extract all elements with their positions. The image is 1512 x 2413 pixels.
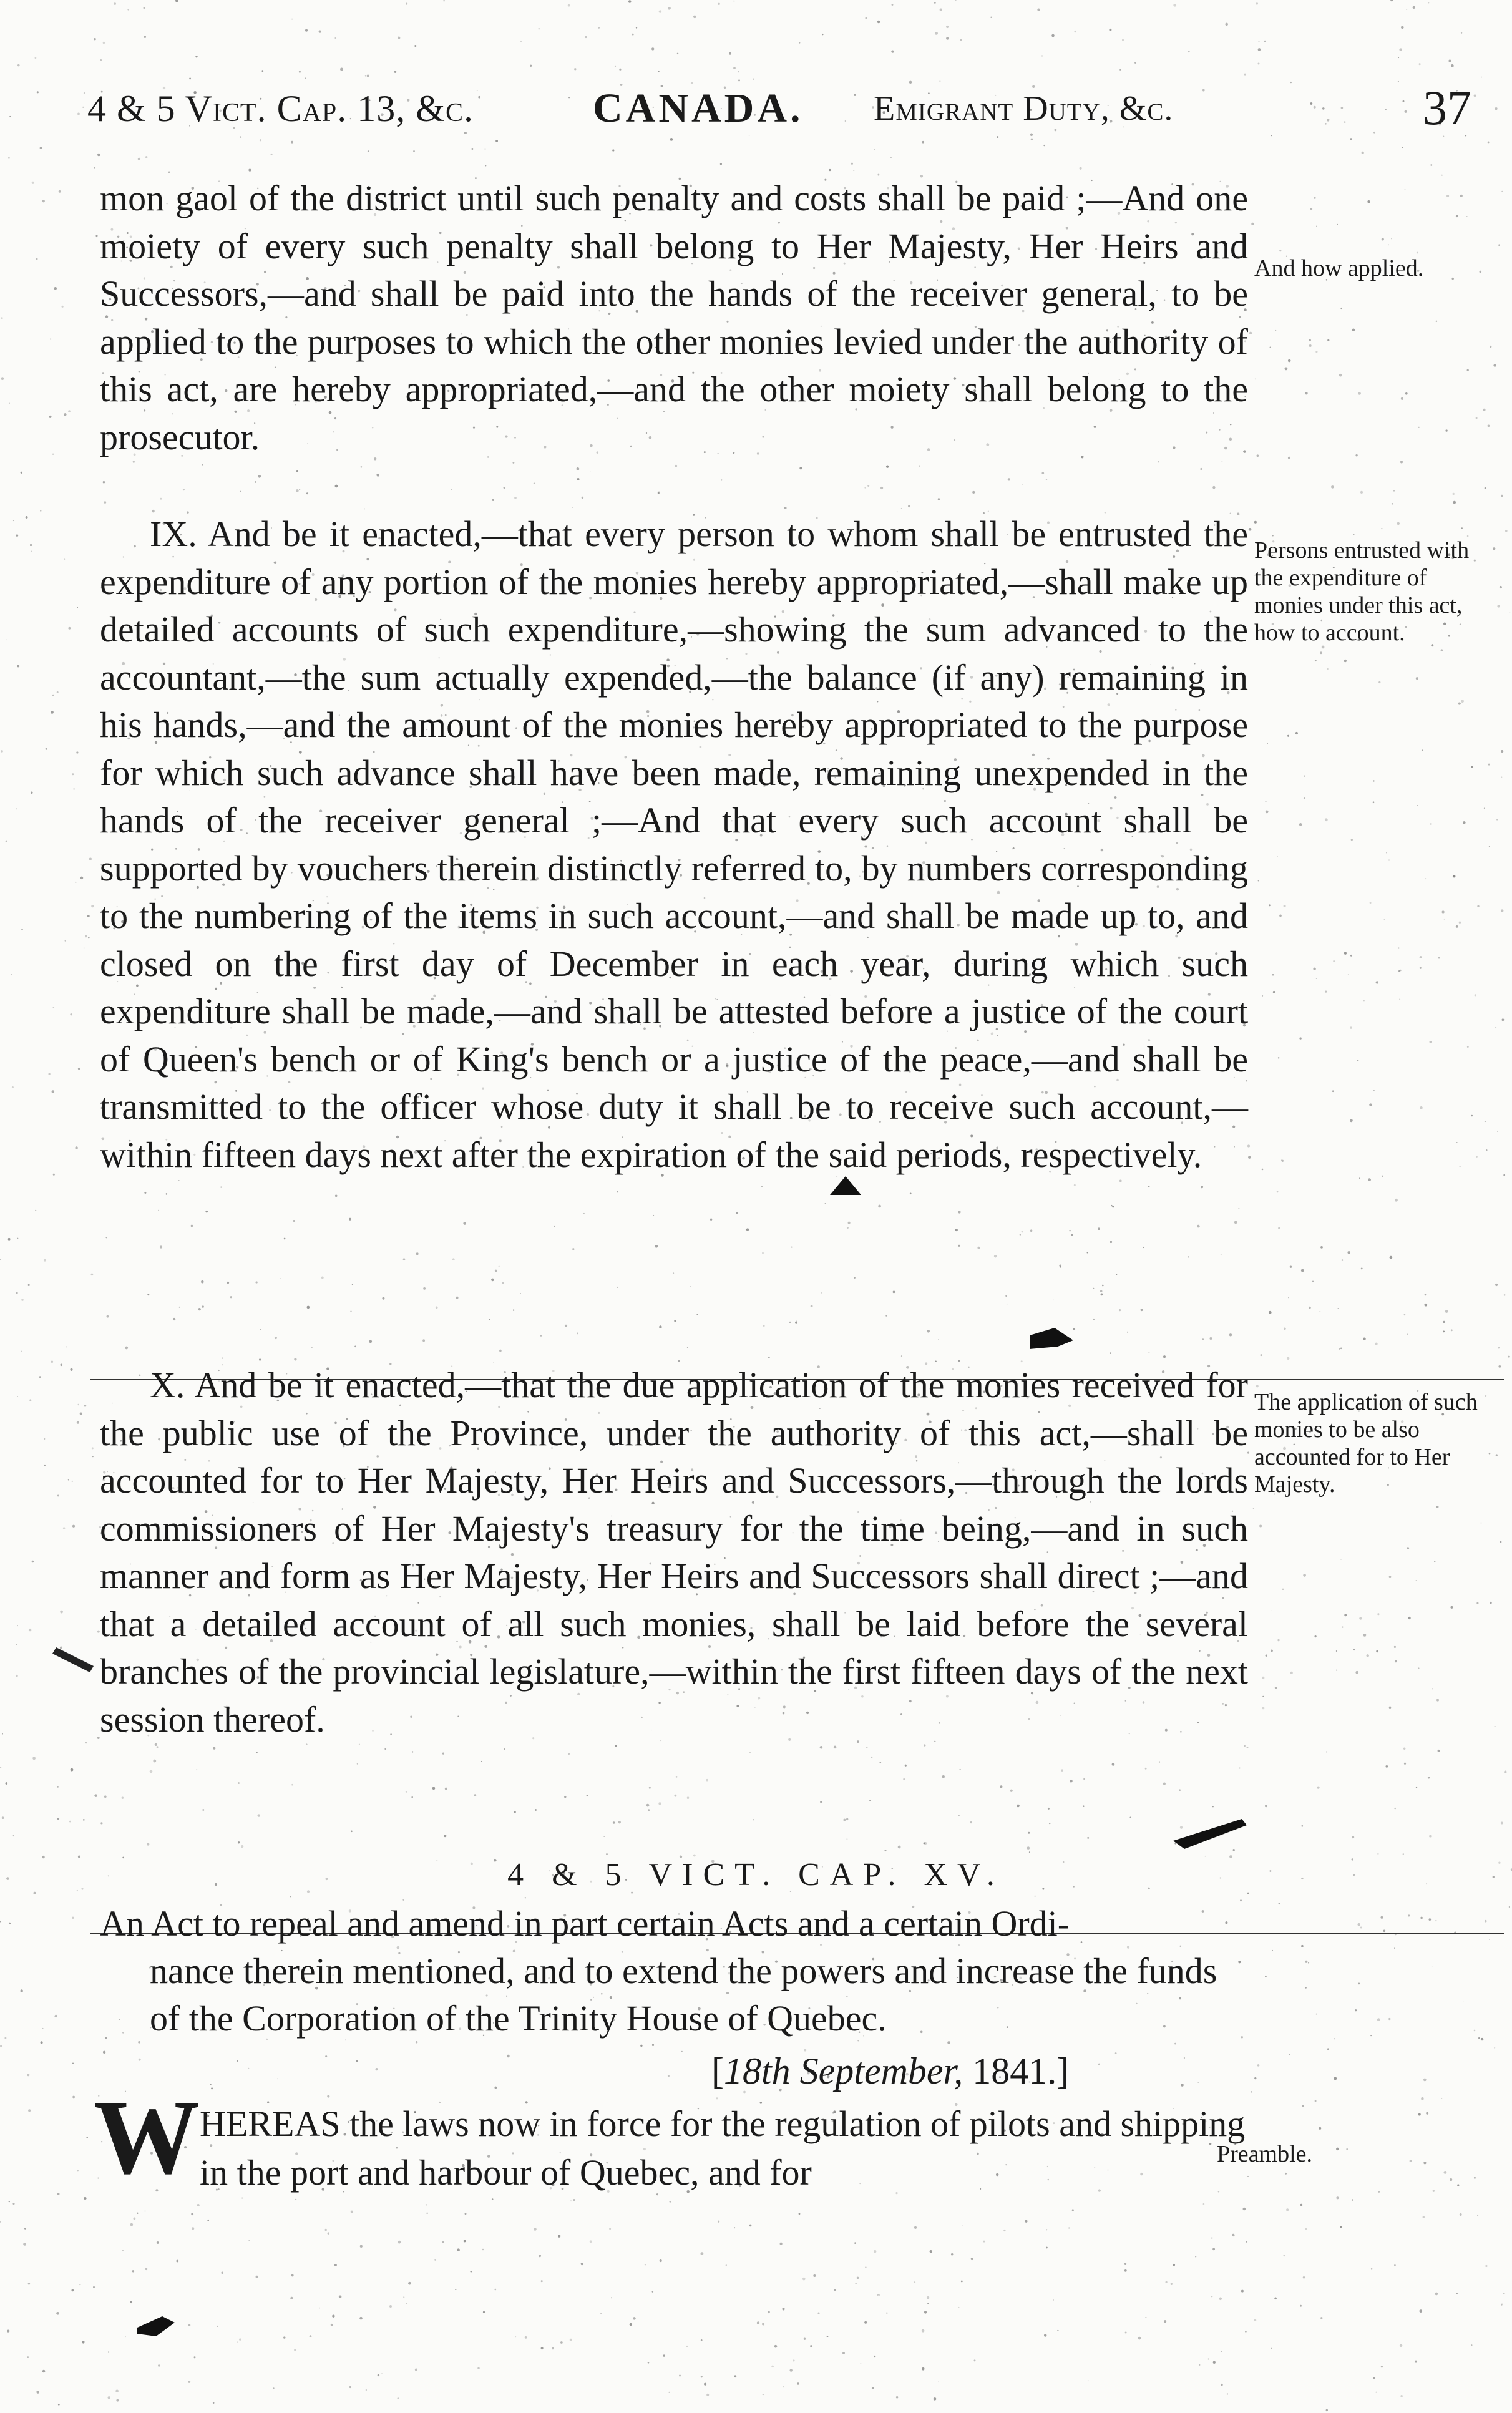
preamble-paragraph: HEREAS the laws now in force for the regulation of pilots and shipping in the port and harbour of Quebec, and for	[200, 2103, 1246, 2193]
running-head-right: Emigrant Duty, &c.	[874, 89, 1174, 128]
drop-cap: W	[94, 2079, 200, 2196]
page-number: 37	[1423, 80, 1471, 135]
act-date-italic: 18th September,	[723, 2050, 963, 2092]
section-x-paragraph: X. And be it enacted,—that the due application of the monies received for the public use of the Province, under the authority of this act,—shall be accounted for to Her Majesty, Her Heirs and Successors,—through the lords commissioners of Her Majesty's treasury for the time being,—and in such manner and form as Her Majesty, Her Heirs and Successors shall direct ;—and that a detailed account of all such monies, shall be laid before the several branches of the provincial legislature,—within the first fifteen days of the next session thereof.	[100, 1365, 1248, 1740]
margin-note-preamble: Preamble.	[1217, 2141, 1313, 2167]
act-title-first-line: An Act to repeal and amend in part certain Acts and a certain Ordi-	[100, 1903, 1070, 1944]
act-date-close: 1841.]	[963, 2050, 1070, 2092]
margin-note-how-applied: And how applied.	[1254, 255, 1424, 281]
ink-blot	[830, 1176, 861, 1195]
ink-blot	[1173, 1819, 1247, 1849]
margin-note-persons-entrusted: Persons entrusted with the expenditure of monies under this act, how to account.	[1254, 537, 1470, 646]
ink-blot	[137, 2316, 175, 2336]
paragraph-continued: mon gaol of the district until such penalty and costs shall be paid ;—And one moiety of every such penalty shall belong to Her Majesty, Her Heirs and Successors,—and shall be paid into the hands of the receiver general, to be applied to the purposes to which the other monies levied under the authority of this act, are hereby appropriated,—and the other moiety shall belong to the prosecutor.	[100, 178, 1248, 457]
ink-blot	[1030, 1328, 1073, 1349]
margin-note-application: The application of such monies to be also accounted for to Her Majesty.	[1254, 1389, 1478, 1498]
running-head-left: 4 & 5 Vict. Cap. 13, &c.	[87, 88, 474, 129]
section-ix-paragraph: IX. And be it enacted,—that every person to whom shall be entrusted the expenditure of any portion of the monies hereby appropriated,—shall make up detailed accounts of such expenditure,—showing the sum advanced to the accountant,—the sum actually expended,—the balance (if any) remaining in his hands,—and the amount of the monies hereby appropriated to the purpose for which such advance shall have been made, remaining unexpended in the hands of the receiver general ;—And that every such account shall be supported by vouchers therein distinctly referred to, by numbers corresponding to the numbering of the items in such account,—and shall be made up to, and closed on the first day of December in each year, during which such expenditure shall be made,—and shall be attested before a justice of the court of Queen's bench or of King's bench or a justice of the peace,—and shall be transmitted to the officer whose duty it shall be to receive such account,—within fifteen days next after the expiration of the said periods, respectively.	[100, 514, 1248, 1175]
running-head-center: CANADA.	[593, 85, 804, 131]
ink-blot	[52, 1647, 94, 1672]
act-cap-heading: 4 & 5 VICT. CAP. XV.	[507, 1857, 1005, 1893]
act-title-continuation: nance therein mentioned, and to extend the powers and increase the funds of the Corporation of the Trinity House of Quebec.	[150, 1951, 1217, 2039]
act-date-open: [	[711, 2050, 724, 2092]
